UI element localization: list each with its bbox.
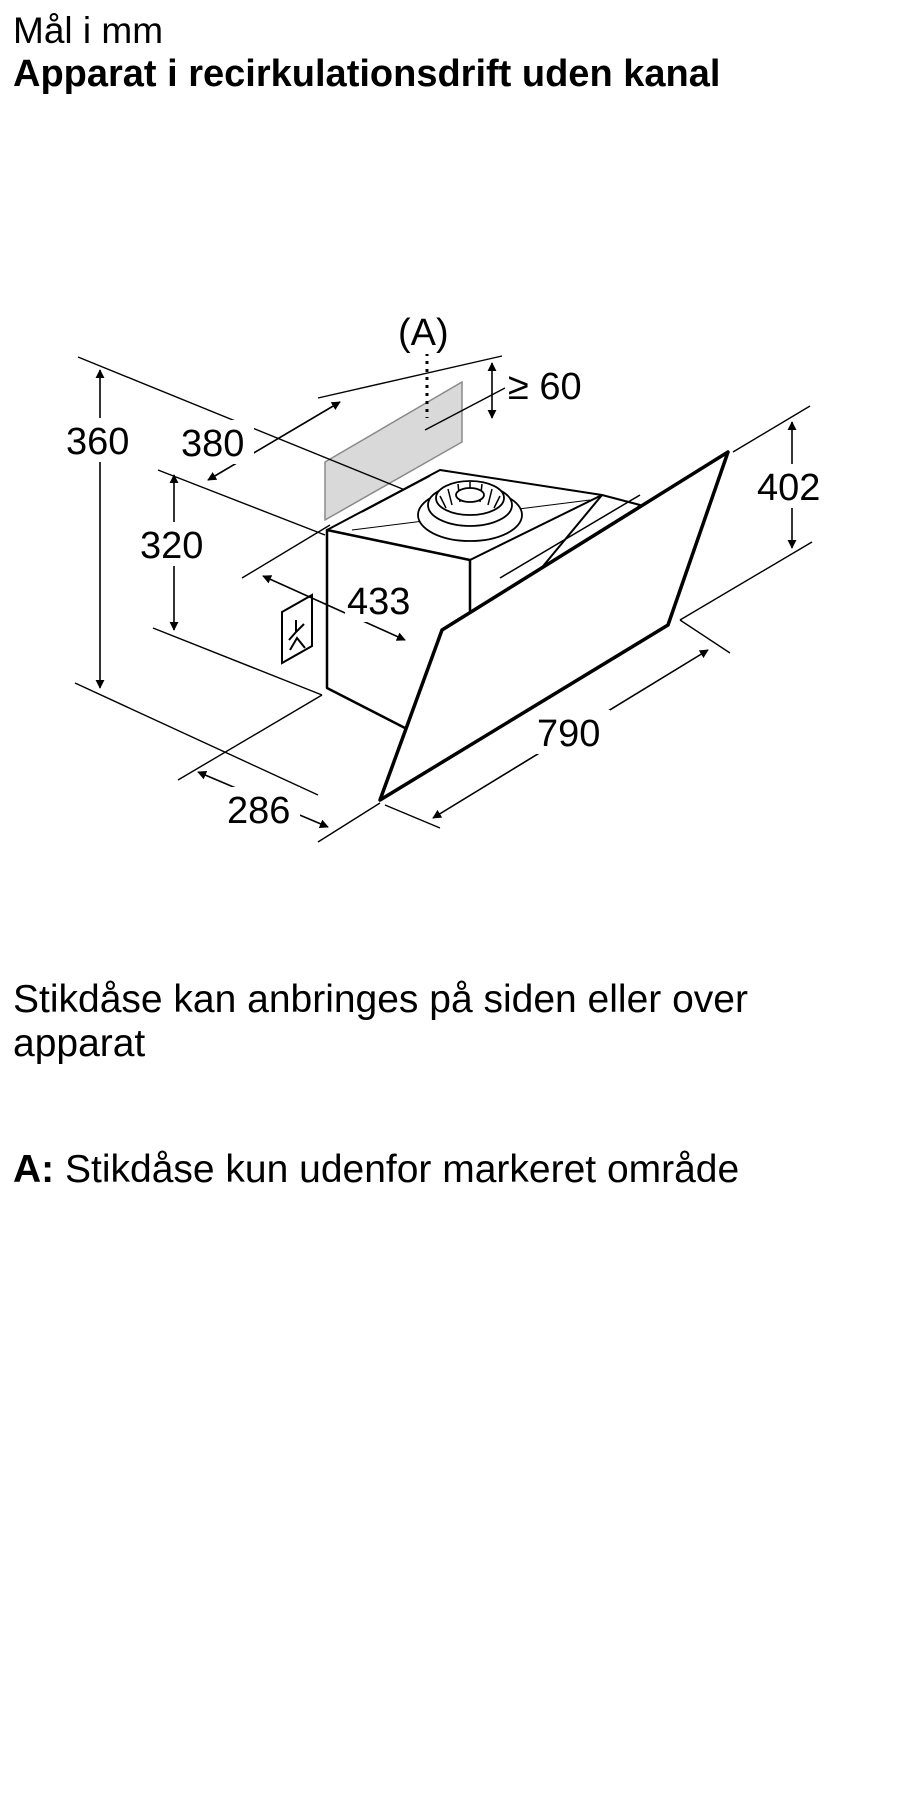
dim-depth-label: 286 [227, 790, 291, 832]
zone-label-a: (A) [398, 312, 449, 354]
dim-overall-height-label: 360 [66, 421, 130, 463]
dim-body-height-label: 320 [140, 525, 204, 567]
legend-key: A: [13, 1148, 55, 1191]
dim-inner-depth-label: 433 [347, 581, 411, 623]
page-title: Apparat i recirkulationsdrift uden kanal [13, 53, 721, 95]
socket-placement-note: Stikdåse kan anbringes på siden eller over apparat [13, 978, 748, 1065]
legend-text: Stikdåse kun udenfor markeret område [65, 1148, 740, 1191]
dim-upper-depth-label: 380 [181, 423, 245, 465]
dim-front-height-label: 402 [757, 467, 821, 509]
unit-note: Mål i mm [13, 10, 164, 51]
dim-clearance-label: ≥ 60 [508, 366, 582, 408]
socket-symbol-icon [282, 595, 312, 663]
legend-a [13, 1148, 739, 1192]
dim-width-label: 790 [537, 713, 601, 755]
